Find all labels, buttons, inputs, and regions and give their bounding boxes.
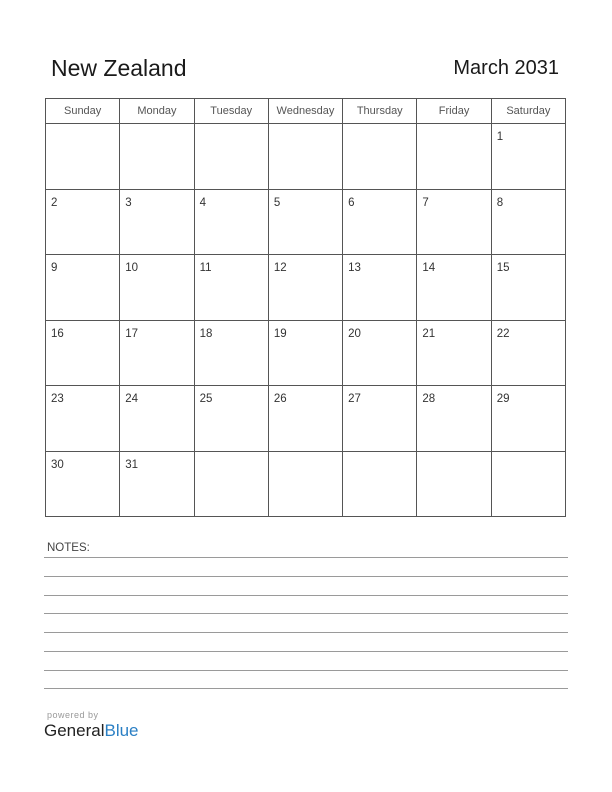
day-number xyxy=(343,452,416,459)
day-number: 23 xyxy=(51,393,64,405)
day-cell xyxy=(46,255,120,321)
day-cell xyxy=(194,320,268,386)
day-number xyxy=(269,124,342,131)
day-cell xyxy=(343,124,417,190)
note-line xyxy=(44,688,568,689)
day-cell xyxy=(120,189,194,255)
day-cell xyxy=(343,451,417,517)
brand-general: General xyxy=(44,721,105,740)
day-cell xyxy=(46,189,120,255)
powered-by-text: powered by xyxy=(47,710,99,720)
week-row xyxy=(46,451,566,517)
day-cell xyxy=(46,451,120,517)
day-cell xyxy=(194,124,268,190)
day-number: 4 xyxy=(199,196,206,209)
day-number xyxy=(492,452,565,459)
day-number: 19 xyxy=(273,327,287,340)
day-number xyxy=(195,452,268,459)
day-cell xyxy=(343,255,417,321)
day-cell xyxy=(268,320,342,386)
day-cell xyxy=(120,320,194,386)
day-number: 7 xyxy=(422,196,429,209)
day-number: 22 xyxy=(496,327,510,340)
weekday-header: Monday xyxy=(120,99,194,124)
weekday-header: Friday xyxy=(417,99,491,124)
day-cell xyxy=(268,451,342,517)
note-line xyxy=(44,651,568,652)
day-number: 31 xyxy=(125,458,139,471)
day-number: 5 xyxy=(273,196,281,209)
day-cell xyxy=(417,189,491,255)
month-title: March 2031 xyxy=(453,57,559,79)
day-cell xyxy=(120,451,194,517)
day-cell xyxy=(343,386,417,452)
note-line xyxy=(44,613,568,614)
note-line xyxy=(44,632,568,633)
day-number: 20 xyxy=(348,327,361,340)
week-row xyxy=(46,255,566,321)
day-number: 6 xyxy=(348,196,355,209)
day-cell xyxy=(120,255,194,321)
day-number: 27 xyxy=(348,393,361,405)
notes-label: NOTES: xyxy=(47,542,90,554)
day-number: 24 xyxy=(125,393,139,405)
day-cell xyxy=(194,451,268,517)
day-cell xyxy=(343,189,417,255)
note-line xyxy=(44,670,568,671)
note-line xyxy=(44,576,568,577)
day-cell xyxy=(417,255,491,321)
day-number xyxy=(195,124,268,131)
day-number xyxy=(417,452,490,459)
day-cell xyxy=(194,386,268,452)
day-cell xyxy=(417,451,491,517)
day-number: 21 xyxy=(422,327,436,340)
day-number: 2 xyxy=(51,196,58,209)
day-number: 14 xyxy=(422,262,436,274)
day-number: 13 xyxy=(348,262,361,274)
day-number: 29 xyxy=(496,393,510,405)
day-number: 12 xyxy=(273,262,287,274)
day-cell xyxy=(491,320,565,386)
weekday-header: Sunday xyxy=(46,99,120,124)
day-number xyxy=(120,124,193,131)
day-cell xyxy=(491,451,565,517)
day-cell xyxy=(120,124,194,190)
day-cell xyxy=(343,320,417,386)
day-cell xyxy=(46,386,120,452)
day-number: 16 xyxy=(51,327,64,340)
day-number: 28 xyxy=(422,393,436,405)
day-cell xyxy=(491,386,565,452)
day-cell xyxy=(491,124,565,190)
day-number: 17 xyxy=(125,327,139,340)
day-cell xyxy=(417,320,491,386)
day-number: 9 xyxy=(51,262,58,274)
weekday-header: Tuesday xyxy=(194,99,268,124)
day-number: 1 xyxy=(496,131,504,143)
day-cell xyxy=(46,320,120,386)
note-line xyxy=(44,557,568,558)
day-number: 18 xyxy=(199,327,213,340)
day-cell xyxy=(268,255,342,321)
day-number: 3 xyxy=(125,196,132,209)
week-row xyxy=(46,386,566,452)
day-number xyxy=(269,452,342,459)
brand-blue: Blue xyxy=(104,721,139,740)
day-cell xyxy=(194,255,268,321)
day-cell xyxy=(417,386,491,452)
day-number xyxy=(46,124,119,131)
day-cell xyxy=(46,124,120,190)
day-cell xyxy=(268,124,342,190)
day-cell xyxy=(417,124,491,190)
weekday-header: Saturday xyxy=(491,99,565,124)
day-number: 11 xyxy=(199,262,212,274)
day-cell xyxy=(268,189,342,255)
day-number xyxy=(343,124,416,131)
day-cell xyxy=(491,255,565,321)
day-number xyxy=(417,124,490,131)
note-line xyxy=(44,595,568,596)
country-title: New Zealand xyxy=(51,55,187,81)
week-row xyxy=(46,189,566,255)
calendar-grid xyxy=(45,98,566,517)
day-number: 8 xyxy=(496,196,504,209)
day-cell xyxy=(491,189,565,255)
day-number: 26 xyxy=(273,393,287,405)
day-number: 30 xyxy=(51,458,64,471)
day-number: 15 xyxy=(496,262,510,274)
weekday-header-row xyxy=(46,99,566,124)
day-number: 10 xyxy=(125,262,139,274)
week-row xyxy=(46,124,566,190)
day-cell xyxy=(268,386,342,452)
week-row xyxy=(46,320,566,386)
weekday-header: Wednesday xyxy=(268,99,342,124)
day-cell xyxy=(194,189,268,255)
day-cell xyxy=(120,386,194,452)
brand-logo xyxy=(44,721,139,741)
day-number: 25 xyxy=(199,393,213,405)
weekday-header: Thursday xyxy=(343,99,417,124)
